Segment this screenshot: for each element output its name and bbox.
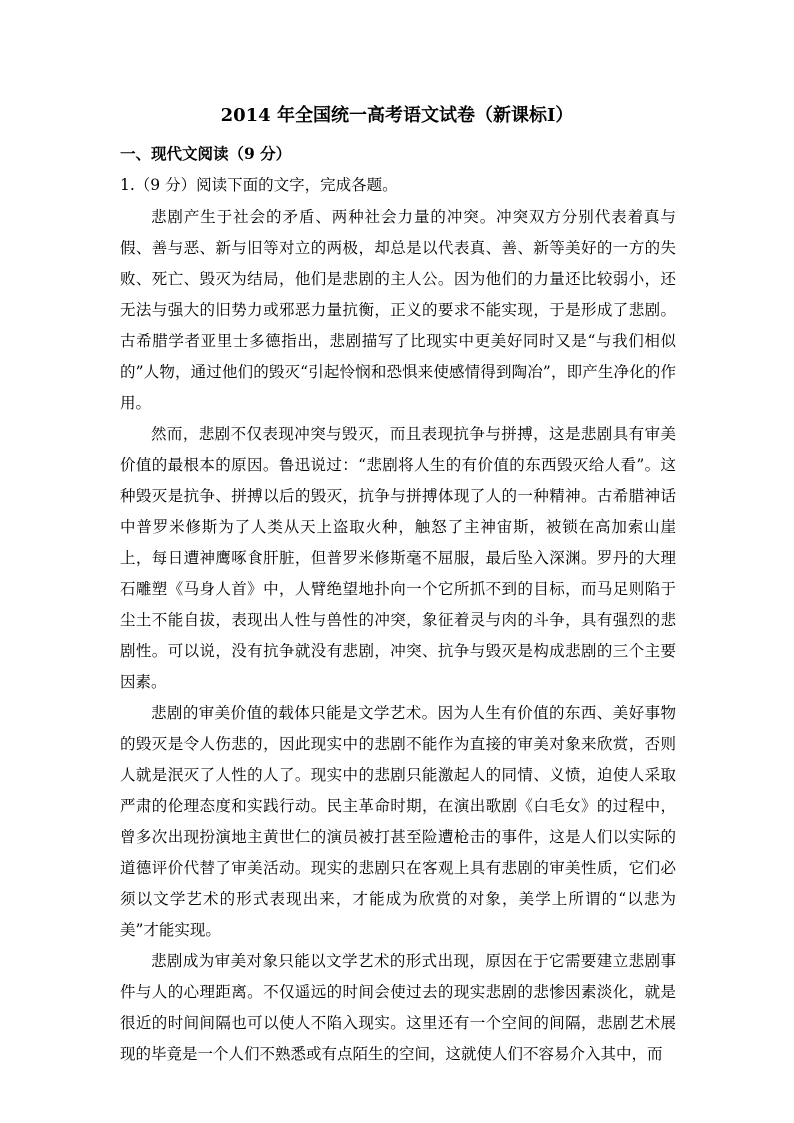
section-heading: 一、现代文阅读（9 分）	[120, 144, 292, 163]
reading-passage	[120, 202, 676, 1070]
question-intro: 1.（9 分）阅读下面的文字，完成各题。	[120, 176, 398, 194]
passage-paragraph-2: 然而，悲剧不仅表现冲突与毁灭，而且表现抗争与拼搏，这是悲剧具有审美价值的最根本的原因。鲁迅说过：“悲剧将人生的有价值的东西毁灭给人看”。这种毁灭是抗争、拼搏以后的毁灭，抗争与拼搏体现了人的一种精神。古希腊神话中普罗米修斯为了人类从天上盗取火种，触怒了主神宙斯，被锁在高加索山崖上，每日遭神鹰啄食肝脏，但普罗米修斯毫不屈服，最后坠入深渊。罗丹的大理石雕塑《马身人首》中，人臂绝望地扑向一个它所抓不到的目标，而马足则陷于尘土不能自拔，表现出人性与兽性的冲突，象征着灵与肉的斗争，具有强烈的悲剧性。可以说，没有抗争就没有悲剧，冲突、抗争与毁灭是构成悲剧的三个主要因素。	[120, 425, 676, 691]
passage-paragraph-4: 悲剧成为审美对象只能以文学艺术的形式出现，原因在于它需要建立悲剧事件与人的心理距离。不仅遥远的时间会使过去的现实悲剧的悲惨因素淡化，就是很近的时间间隔也可以使人不陷入现实。这里还有一个空间的间隔，悲剧艺术展现的毕竟是一个人们不熟悉或有点陌生的空间，这就使人们不容易介入其中，而	[120, 952, 676, 1063]
page-title: 2014 年全国统一高考语文试卷（新课标Ⅰ）	[220, 105, 574, 126]
passage-paragraph-3: 悲剧的审美价值的载体只能是文学艺术。因为人生有价值的东西、美好事物的毁灭是令人伤悲的，因此现实中的悲剧不能作为直接的审美对象来欣赏，否则人就是泯灭了人性的人了。现实中的悲剧只能激起人的同情、义愤，迫使人采取严肃的伦理态度和实践行动。民主革命时期，在演出歌剧《白毛女》的过程中，曾多次出现扮演地主黄世仁的演员被打甚至险遭枪击的事件，这是人们以实际的道德评价代替了审美活动。现实的悲剧只在客观上具有悲剧的审美性质，它们必须以文学艺术的形式表现出来，才能成为欣赏的对象，美学上所谓的“以悲为美”才能实现。	[120, 704, 676, 939]
passage-paragraph-1: 悲剧产生于社会的矛盾、两种社会力量的冲突。冲突双方分别代表着真与假、善与恶、新与旧等对立的两极，却总是以代表真、善、新等美好的一方的失败、死亡、毁灭为结局，他们是悲剧的主人公。因为他们的力量还比较弱小，还无法与强大的旧势力或邪恶力量抗衡，正义的要求不能实现，于是形成了悲剧。古希腊学者亚里士多德指出，悲剧描写了比现实中更美好同时又是“与我们相似的”人物，通过他们的毁灭“引起怜悯和恐惧来使感情得到陶冶”，即产生净化的作用。	[120, 208, 676, 412]
